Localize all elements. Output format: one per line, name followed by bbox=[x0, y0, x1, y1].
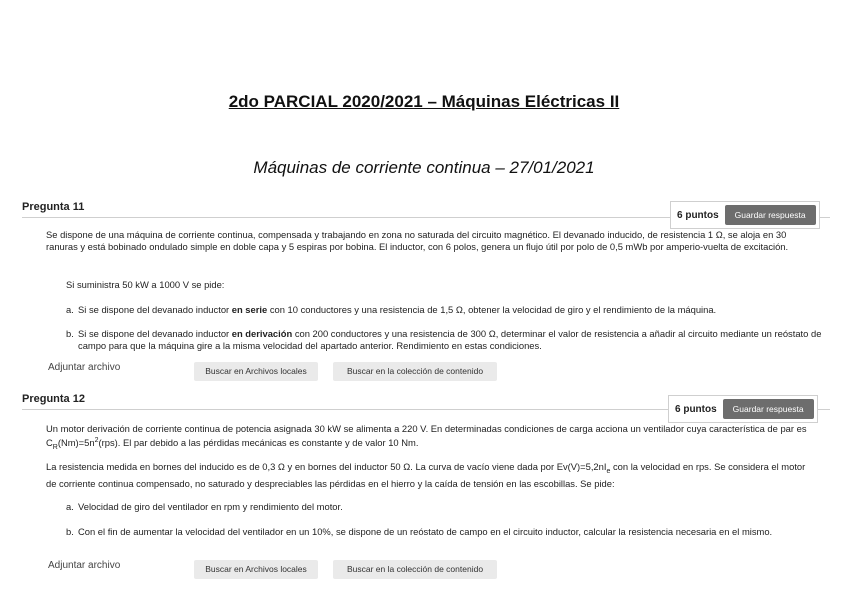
item-b-label: b. bbox=[66, 328, 74, 339]
question-11-supply: Si suministra 50 kW a 1000 V se pide: bbox=[66, 279, 225, 290]
question-11-actions bbox=[670, 201, 820, 229]
browse-local-files-button-q11[interactable]: Buscar en Archivos locales bbox=[194, 362, 318, 381]
browse-content-collection-button-q11[interactable]: Buscar en la colección de contenido bbox=[333, 362, 497, 381]
question-12-resistance: La resistencia medida en bornes del inducido es de 0,3 Ω y en bornes del inductor 50 Ω. La curva de vacío viene dada por $Ev(V)=5,2nI_e$ con la velocidad en rps. Se considera el motor de corriente continua compensado, no saturado y despreciables las pérdidas en el hierro y la caída de tensión en las escobillas. Se pide: bbox=[46, 461, 806, 489]
question-12-title: Pregunta 12 bbox=[22, 393, 85, 405]
question-12-item-a: a. Velocidad de giro del ventilador en rpm y rendimiento del motor. bbox=[66, 501, 343, 512]
question-11-intro: Se dispone de una máquina de corriente continua, compensada y trabajando en zona no saturada del circuito magnético. El devanado inducido, de resistencia 1 Ω, se aloja en 30 ranuras y está bobinado ondulado simple en doble capa y 5 espiras por bobina. El inductor, con 6 polos, genera un flujo útil por polo de 0,5 mWb por amperio-vuelta de excitación. bbox=[46, 229, 789, 252]
attach-file-label-q11: Adjuntar archivo bbox=[48, 362, 121, 373]
question-11-item-b: b. Si se dispone del devanado inductor en derivación con 200 conductores y una resistencia de 300 Ω, determinar el valor de resistencia a añadir al circuito mediante un reóstato de campo para que la máquina gire a la misma velocidad del apartado anterior. Rendimiento en estas condiciones. bbox=[66, 328, 822, 351]
save-answer-button-q11[interactable]: Guardar respuesta bbox=[725, 205, 816, 225]
attach-file-label-q12: Adjuntar archivo bbox=[48, 560, 121, 571]
page-subtitle: Máquinas de corriente continua – 27/01/2021 bbox=[253, 158, 595, 177]
item-b-label: b. bbox=[66, 526, 74, 537]
page-title: 2do PARCIAL 2020/2021 – Máquinas Eléctricas II bbox=[228, 92, 620, 111]
question-12-item-b: b. Con el fin de aumentar la velocidad del ventilador en un 10%, se dispone de un reóstato de campo en el circuito inductor, calcular la resistencia necesaria en el mismo. bbox=[66, 526, 773, 537]
question-11-points: 6 puntos bbox=[677, 209, 719, 221]
item-a-label: a. bbox=[66, 501, 74, 512]
save-answer-button-q12[interactable]: Guardar respuesta bbox=[723, 399, 814, 419]
question-12-actions bbox=[668, 395, 818, 423]
question-12-points: 6 puntos bbox=[675, 403, 717, 415]
question-11-title: Pregunta 11 bbox=[22, 201, 85, 213]
item-a-label: a. bbox=[66, 304, 74, 315]
question-12-intro: Un motor derivación de corriente continua de potencia asignada 30 kW se alimenta a 220 V. En determinadas condiciones de carga acciona un ventilador cuya característica de par es $C_R(Nm)=5n^2(rps)$. El par debido a las pérdidas mecánicas es constante y de valor 10 Nm. bbox=[46, 423, 807, 451]
browse-content-collection-button-q12[interactable]: Buscar en la colección de contenido bbox=[333, 560, 497, 579]
browse-local-files-button-q12[interactable]: Buscar en Archivos locales bbox=[194, 560, 318, 579]
question-11-item-a: a. Si se dispone del devanado inductor en serie con 10 conductores y una resistencia de 1,5 Ω, obtener la velocidad de giro y el rendimiento de la máquina. bbox=[66, 304, 717, 315]
